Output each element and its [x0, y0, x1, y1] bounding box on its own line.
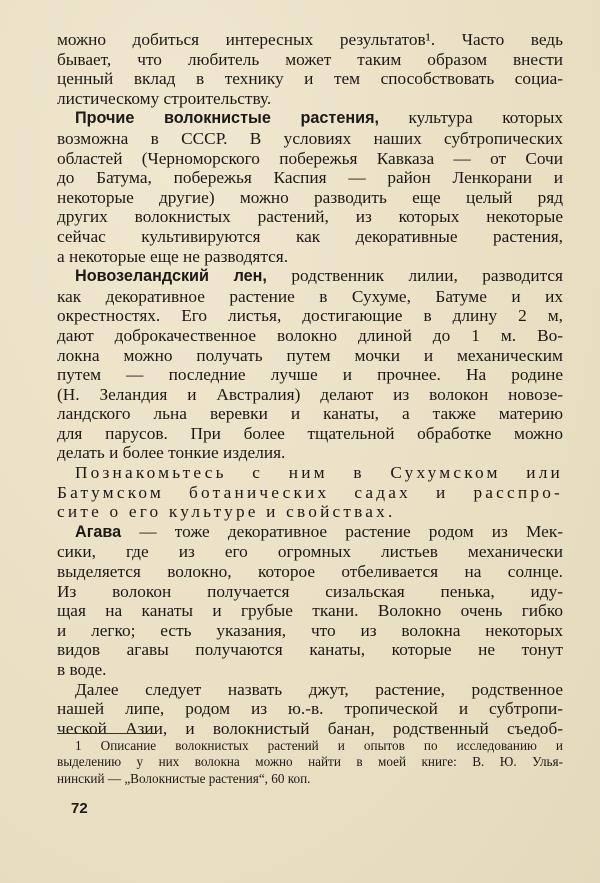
- text-line: Новозеландский лен, родственник лилии, разводится: [75, 266, 563, 286]
- text-line: бывает, что любитель может таким образом внести: [57, 49, 563, 69]
- text-line: ценный вклад в технику и тем способствовать социа-: [57, 69, 563, 89]
- text-line: и легко; есть указания, что из волокна некоторых: [57, 620, 563, 640]
- paragraph-agave: [57, 522, 563, 680]
- text-line: Агава — тоже декоративное растение родом из Мек-: [75, 521, 563, 541]
- text-line: делать и более тонкие изделия.: [57, 443, 286, 463]
- paragraph-jute: [57, 680, 563, 739]
- paragraph-visit-gardens: [57, 463, 563, 522]
- text-line: Прочие волокнистые растения, культура которых: [75, 108, 563, 128]
- paragraph-other-fiber-plants: [57, 108, 563, 266]
- text-line: можно добиться интересных результатов¹. Часто ведь: [57, 30, 563, 49]
- text-line: до Батума, побережья Каспия — район Ленкорани и: [57, 168, 563, 188]
- text-line: а некоторые еще не разводятся.: [57, 246, 289, 266]
- paragraph-intro: [57, 30, 563, 108]
- footnote: [57, 738, 563, 787]
- text-line: сите о его культуре и свойствах.: [57, 502, 396, 522]
- text-line: Батумском ботанических садах и расспро-: [57, 482, 563, 502]
- text-line: нашей липе, родом из ю.-в. тропической и субтропи-: [57, 699, 563, 719]
- footnote-line: 1 Описание волокнистых растений и опытов по исследованию и: [75, 738, 563, 753]
- text-line: как декоративное растение в Сухуме, Батуме и их: [57, 286, 563, 306]
- text-line: локна можно получать путем мочки и механическим: [57, 345, 563, 365]
- footnote-line: нинский — „Волокнистые растения“, 60 коп.: [57, 770, 311, 786]
- page-body: [57, 30, 563, 738]
- text-line: сейчас культивируются как декоративные растения,: [57, 226, 563, 246]
- text-line: дают доброкачественное волокно длиной до 1 м. Во-: [57, 325, 563, 345]
- text-line: областей (Черноморского побережья Кавказа — от Сочи: [57, 148, 563, 168]
- text-line: других волокнистых растений, из которых некоторые: [57, 207, 563, 227]
- text-line: для парусов. При более тщательной обработке можно: [57, 423, 563, 443]
- text-line: в воде.: [57, 660, 107, 679]
- footnote-divider: [57, 733, 157, 734]
- text-line: возможна в СССР. В условиях наших субтропических: [57, 128, 563, 148]
- section-heading: Прочие волокнистые растения,: [75, 109, 380, 128]
- text-line: путем — последние лучше и прочнее. На родине: [57, 365, 563, 385]
- footnote-marker: 1: [75, 738, 82, 753]
- text-line: Познакомьтесь с ним в Сухумском или: [75, 463, 563, 483]
- paragraph-new-zealand-flax: [57, 266, 563, 463]
- section-heading: Новозеландский лен,: [75, 267, 267, 286]
- text-line: ческой Азии, и волокнистый банан, родственный съедоб-: [57, 718, 563, 738]
- text-line: окрестностях. Его листья, достигающие в длину 2 м,: [57, 306, 563, 326]
- page-number: 72: [71, 800, 88, 817]
- section-heading: Агава: [75, 522, 122, 541]
- text-line: щая на канаты и грубые ткани. Волокно очень гибко: [57, 601, 563, 621]
- text-line: видов агавы получаются канаты, которые не тонут: [57, 640, 563, 660]
- text-line: сики, где из его огромных листьев механически: [57, 542, 563, 562]
- text-line: некоторые другие) можно разводить еще целый ряд: [57, 187, 563, 207]
- text-line: (Н. Зеландия и Австралия) делают из волокон новозе-: [57, 384, 563, 404]
- text-line: ландского льна веревки и канаты, а также материю: [57, 404, 563, 424]
- text-line: выделяется волокно, которое отбеливается на солнце.: [57, 562, 563, 582]
- footnote-line: выделению у них волокна можно найти в моей книге: В. Ю. Улья-: [57, 754, 563, 770]
- text-line: листическому строительству.: [57, 88, 272, 108]
- text-line: Из волокон получается сизальская пенька, иду-: [57, 581, 563, 601]
- text-line: Далее следует назвать джут, растение, родственное: [75, 679, 563, 699]
